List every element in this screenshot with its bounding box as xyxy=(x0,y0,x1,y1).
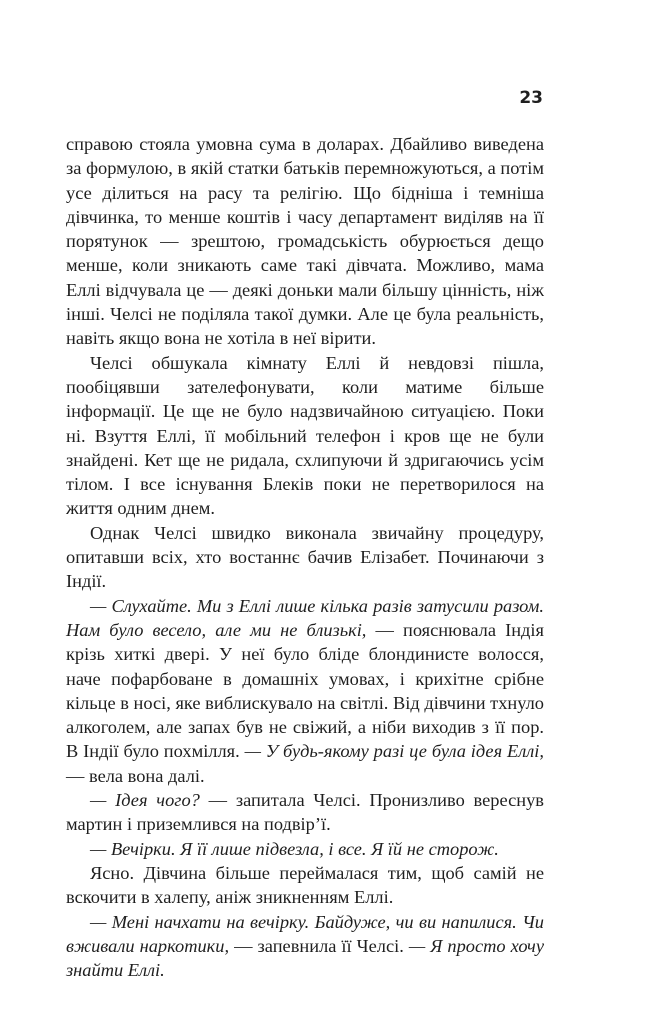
dialogue-run: — Я просто хочу знайти Еллі. xyxy=(66,935,544,981)
text-run: — запевнила її Челсі. xyxy=(234,935,409,956)
paragraph xyxy=(66,788,544,837)
dialogue-run: — У будь-якому разі це була ідея Еллі, xyxy=(244,741,544,762)
text-run: — запитала Челсі. Пронизливо вереснув мартин і приземлився на подвір’ї. xyxy=(66,790,544,835)
paragraph xyxy=(66,837,544,861)
dialogue-run: — Слухайте. Ми з Еллі лише кілька разів затусили разом. Нам було весело, але ми не близькі, xyxy=(66,595,544,640)
dialogue-run: — Вечірки. Я її лише підвезла, і все. Я їй не сторож. xyxy=(90,838,499,859)
text-run: справою стояла умовна сума в доларах. Дбайливо виведена за формулою, в якій статки батьків перемножуються, а потім усе ділиться на расу та релігію. Що бідніша і темніша дівчинка, то менше коштів і часу департамент виділяв на її порятунок — зрештою, громадськість обурюється дещо менше, коли зникають саме такі дівчата. Можливо, мама Еллі відчувала це — деякі доньки мали більшу цінність, ніж інші. Челсі не поділяла такої думки. Але це була реальність, навіть якщо вона не хотіла в неї вірити. xyxy=(66,134,544,349)
text-run: Ясно. Дівчина більше переймалася тим, щоб самій не вскочити в халепу, аніж зникненням Еллі. xyxy=(66,862,544,908)
dialogue-run: — Мені начхати на вечірку. Байдуже, чи ви напилися. Чи вживали наркотики, xyxy=(66,911,544,956)
paragraph xyxy=(66,910,544,983)
text-run: — вела вона далі. xyxy=(66,765,205,786)
paragraph xyxy=(66,861,544,910)
paragraph xyxy=(66,521,544,594)
text-run: Однак Челсі швидко виконала звичайну процедуру, опитавши всіх, хто востаннє бачив Елізабет. Починаючи з Індії. xyxy=(66,522,544,592)
paragraph xyxy=(66,594,544,788)
paragraph xyxy=(66,351,544,521)
text-run: — пояснювала Індія крізь хиткі двері. У неї було бліде блондинисте волосся, наче пофарбоване в домашніх умовах, і крихітне срібне кільце в носі, яке виблискувало на світлі. Від дівчини тхнуло алкоголем, але запах був не свіжий, а ніби виходив з її пор. В Індії було похмілля. xyxy=(66,619,544,762)
text-body xyxy=(66,132,544,982)
text-run: Челсі обшукала кімнату Еллі й невдовзі пішла, пообіцявши зателефонувати, коли матиме більше інформації. Це ще не було надзвичайною ситуацією. Поки ні. Взуття Еллі, її мобільний телефон і кров ще не були знайдені. Кет ще не ридала, схлипуючи й здригаючись усім тілом. І все існування Блеків поки не перетворилося на життя одним днем. xyxy=(66,352,544,519)
page-number: 23 xyxy=(519,88,543,108)
dialogue-run: — Ідея чого? xyxy=(90,790,209,811)
paragraph xyxy=(66,132,544,351)
